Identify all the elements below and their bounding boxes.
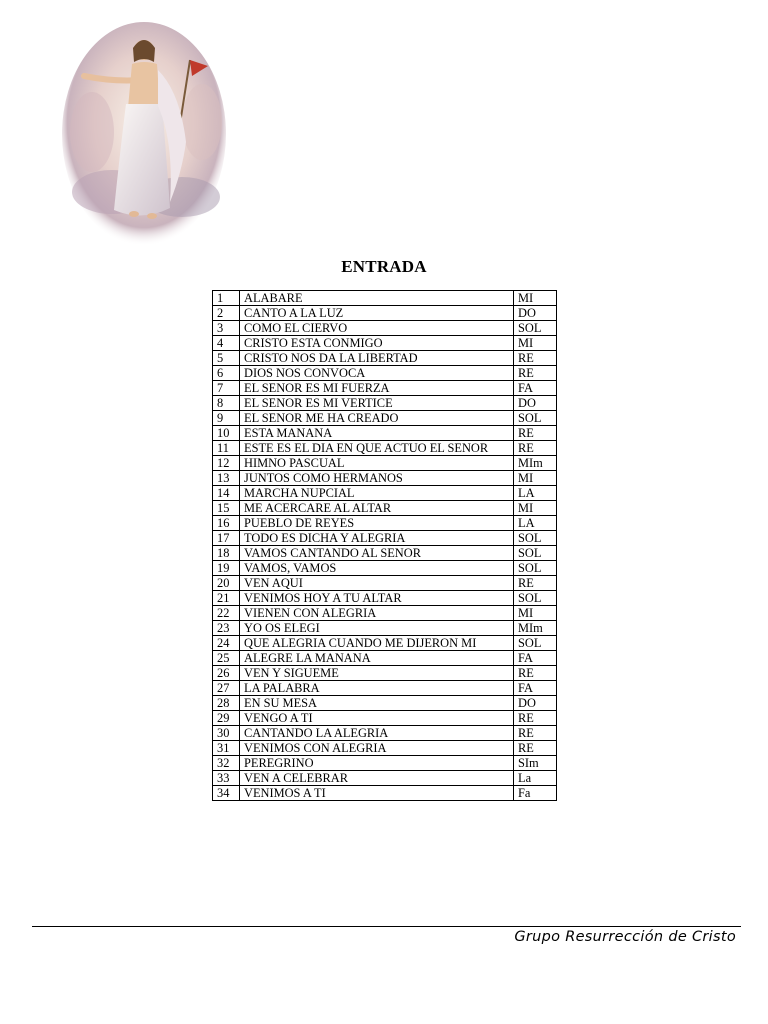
song-key: MI xyxy=(514,606,557,621)
song-number: 5 xyxy=(213,351,240,366)
table-row xyxy=(213,711,557,726)
song-name: ESTA MANANA xyxy=(240,426,514,441)
table-row xyxy=(213,621,557,636)
song-name: CRISTO NOS DA LA LIBERTAD xyxy=(240,351,514,366)
table-row xyxy=(213,426,557,441)
song-key: RE xyxy=(514,441,557,456)
song-key: SOL xyxy=(514,531,557,546)
song-key: MI xyxy=(514,291,557,306)
song-number: 27 xyxy=(213,681,240,696)
table-row xyxy=(213,456,557,471)
song-key: LA xyxy=(514,516,557,531)
table-row xyxy=(213,381,557,396)
song-key: FA xyxy=(514,651,557,666)
song-number: 26 xyxy=(213,666,240,681)
song-number: 18 xyxy=(213,546,240,561)
song-key: RE xyxy=(514,351,557,366)
song-number: 28 xyxy=(213,696,240,711)
table-row xyxy=(213,291,557,306)
table-row xyxy=(213,396,557,411)
song-key: RE xyxy=(514,741,557,756)
song-name: JUNTOS COMO HERMANOS xyxy=(240,471,514,486)
table-row xyxy=(213,531,557,546)
section-title: ENTRADA xyxy=(341,257,427,276)
table-row xyxy=(213,681,557,696)
song-key: MI xyxy=(514,501,557,516)
table-row xyxy=(213,516,557,531)
song-name: CANTANDO LA ALEGRIA xyxy=(240,726,514,741)
song-name: DIOS NOS CONVOCA xyxy=(240,366,514,381)
song-name: EN SU MESA xyxy=(240,696,514,711)
table-row xyxy=(213,561,557,576)
table-row xyxy=(213,441,557,456)
song-key: SOL xyxy=(514,321,557,336)
footer-divider xyxy=(32,926,741,927)
song-number: 10 xyxy=(213,426,240,441)
song-name: VENIMOS CON ALEGRIA xyxy=(240,741,514,756)
table-row xyxy=(213,606,557,621)
song-key: Fa xyxy=(514,786,557,801)
song-name: MARCHA NUPCIAL xyxy=(240,486,514,501)
song-name: CANTO A LA LUZ xyxy=(240,306,514,321)
song-name: VEN AQUI xyxy=(240,576,514,591)
table-row xyxy=(213,366,557,381)
song-number: 24 xyxy=(213,636,240,651)
song-name: VIENEN CON ALEGRIA xyxy=(240,606,514,621)
song-key: SOL xyxy=(514,591,557,606)
song-key: SIm xyxy=(514,756,557,771)
song-number: 34 xyxy=(213,786,240,801)
song-key: LA xyxy=(514,486,557,501)
song-name: ESTE ES EL DIA EN QUE ACTUO EL SENOR xyxy=(240,441,514,456)
song-key: MIm xyxy=(514,456,557,471)
song-key: SOL xyxy=(514,546,557,561)
table-row xyxy=(213,741,557,756)
song-key: MIm xyxy=(514,621,557,636)
song-name: QUE ALEGRIA CUANDO ME DIJERON MI xyxy=(240,636,514,651)
table-row xyxy=(213,306,557,321)
song-name: VEN Y SIGUEME xyxy=(240,666,514,681)
song-number: 11 xyxy=(213,441,240,456)
table-row xyxy=(213,321,557,336)
song-number: 3 xyxy=(213,321,240,336)
table-row xyxy=(213,726,557,741)
risen-christ-image xyxy=(62,22,226,246)
song-name: VEN A CELEBRAR xyxy=(240,771,514,786)
song-name: COMO EL CIERVO xyxy=(240,321,514,336)
song-key: RE xyxy=(514,576,557,591)
song-number: 13 xyxy=(213,471,240,486)
song-name: VENIMOS A TI xyxy=(240,786,514,801)
song-key: SOL xyxy=(514,636,557,651)
song-key: RE xyxy=(514,426,557,441)
table-row xyxy=(213,576,557,591)
footer-text: Grupo Resurrección de Cristo xyxy=(514,929,736,945)
song-key: RE xyxy=(514,726,557,741)
song-name: HIMNO PASCUAL xyxy=(240,456,514,471)
song-number: 1 xyxy=(213,291,240,306)
song-name: VENGO A TI xyxy=(240,711,514,726)
song-number: 20 xyxy=(213,576,240,591)
song-number: 21 xyxy=(213,591,240,606)
song-name: EL SENOR ES MI FUERZA xyxy=(240,381,514,396)
table-row xyxy=(213,756,557,771)
song-name: VAMOS CANTANDO AL SENOR xyxy=(240,546,514,561)
song-number: 15 xyxy=(213,501,240,516)
song-number: 25 xyxy=(213,651,240,666)
table-row xyxy=(213,591,557,606)
table-row xyxy=(213,636,557,651)
song-name: EL SENOR ES MI VERTICE xyxy=(240,396,514,411)
song-key: FA xyxy=(514,681,557,696)
song-number: 31 xyxy=(213,741,240,756)
song-number: 16 xyxy=(213,516,240,531)
song-number: 19 xyxy=(213,561,240,576)
song-number: 32 xyxy=(213,756,240,771)
table-row xyxy=(213,771,557,786)
song-name: TODO ES DICHA Y ALEGRIA xyxy=(240,531,514,546)
table-row xyxy=(213,696,557,711)
table-row xyxy=(213,351,557,366)
song-number: 29 xyxy=(213,711,240,726)
song-name: CRISTO ESTA CONMIGO xyxy=(240,336,514,351)
table-row xyxy=(213,501,557,516)
song-key: RE xyxy=(514,711,557,726)
song-name: ALEGRE LA MANANA xyxy=(240,651,514,666)
song-number: 14 xyxy=(213,486,240,501)
song-name: YO OS ELEGI xyxy=(240,621,514,636)
song-number: 8 xyxy=(213,396,240,411)
song-number: 6 xyxy=(213,366,240,381)
song-number: 23 xyxy=(213,621,240,636)
song-key: MI xyxy=(514,336,557,351)
song-name: LA PALABRA xyxy=(240,681,514,696)
table-row xyxy=(213,336,557,351)
song-name: EL SENOR ME HA CREADO xyxy=(240,411,514,426)
song-number: 4 xyxy=(213,336,240,351)
song-key: DO xyxy=(514,306,557,321)
song-key: La xyxy=(514,771,557,786)
song-name: ALABARE xyxy=(240,291,514,306)
song-name: ME ACERCARE AL ALTAR xyxy=(240,501,514,516)
table-row xyxy=(213,786,557,801)
table-row xyxy=(213,411,557,426)
song-number: 17 xyxy=(213,531,240,546)
table-row xyxy=(213,546,557,561)
song-key: MI xyxy=(514,471,557,486)
song-number: 22 xyxy=(213,606,240,621)
song-name: PUEBLO DE REYES xyxy=(240,516,514,531)
song-key: RE xyxy=(514,366,557,381)
song-key: DO xyxy=(514,696,557,711)
song-number: 30 xyxy=(213,726,240,741)
song-name: VENIMOS HOY A TU ALTAR xyxy=(240,591,514,606)
song-number: 2 xyxy=(213,306,240,321)
song-key: DO xyxy=(514,396,557,411)
table-row xyxy=(213,471,557,486)
song-name: VAMOS, VAMOS xyxy=(240,561,514,576)
song-key: FA xyxy=(514,381,557,396)
song-key: SOL xyxy=(514,561,557,576)
song-table xyxy=(212,290,557,801)
song-key: RE xyxy=(514,666,557,681)
song-number: 12 xyxy=(213,456,240,471)
song-number: 9 xyxy=(213,411,240,426)
song-number: 7 xyxy=(213,381,240,396)
song-number: 33 xyxy=(213,771,240,786)
song-name: PEREGRINO xyxy=(240,756,514,771)
table-row xyxy=(213,666,557,681)
table-row xyxy=(213,651,557,666)
song-key: SOL xyxy=(514,411,557,426)
table-row xyxy=(213,486,557,501)
